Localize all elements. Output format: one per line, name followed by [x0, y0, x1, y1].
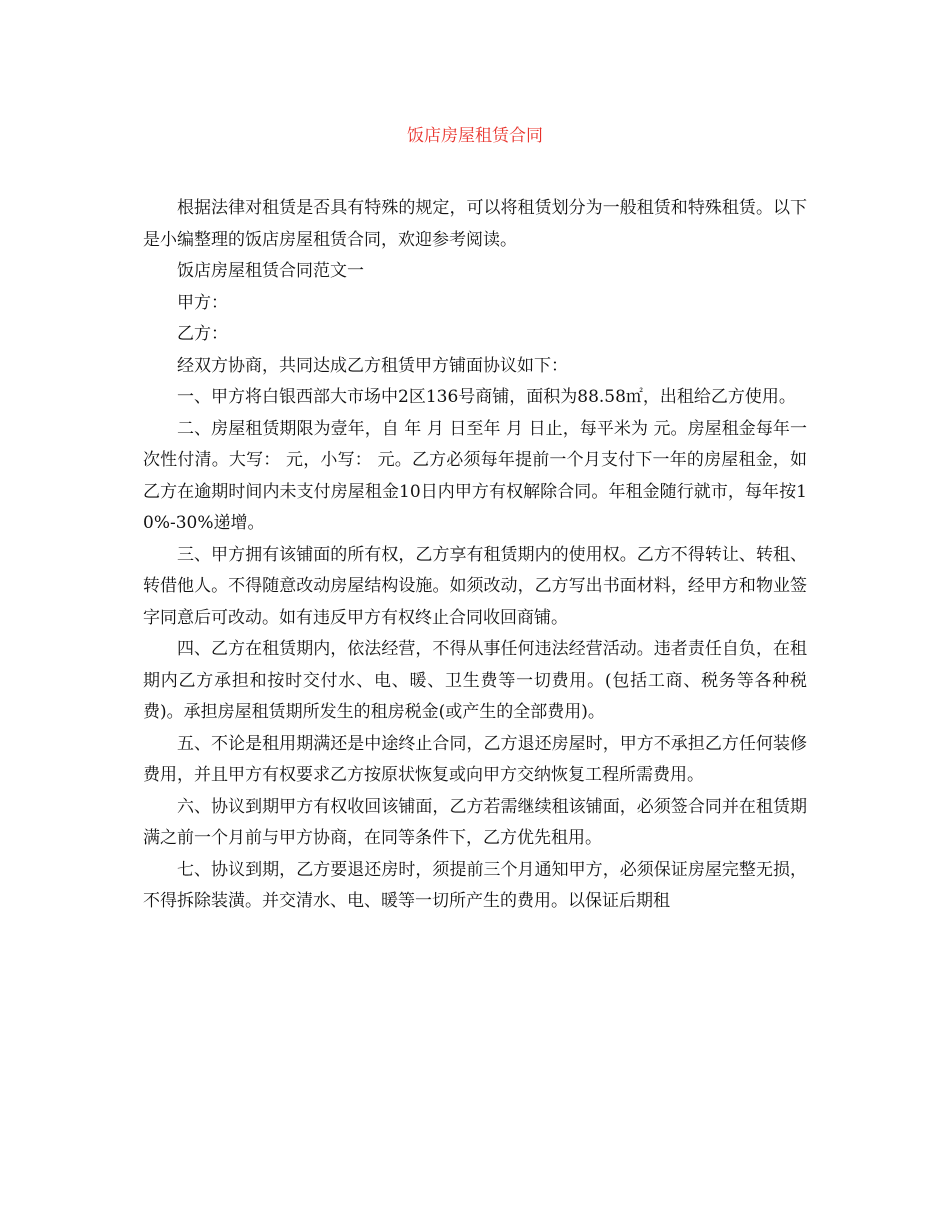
- paragraph-party-b: 乙方：: [177, 324, 228, 344]
- document-body: [143, 193, 807, 918]
- paragraph-party-a: 甲方：: [177, 292, 228, 313]
- paragraph-clause-7: 七、协议到期，乙方要退还房时，须提前三个月通知甲方，必须保证房屋完整无损，不得拆除装潢。并交清水、电、暖等一切所产生的费用。以保证后期租: [143, 859, 807, 911]
- paragraph-clause-3: 三、甲方拥有该铺面的所有权，乙方享有租赁期内的使用权。乙方不得转让、转租、转借他人。不得随意改动房屋结构设施。如须改动，乙方写出书面材料，经甲方和物业签字同意后可改动。如有违反甲方有权终止合同收回商铺。: [143, 544, 807, 628]
- document-title: 饭店房屋租赁合同: [407, 126, 543, 146]
- paragraph-intro: 根据法律对租赁是否具有特殊的规定，可以将租赁划分为一般租赁和特殊租赁。以下是小编整理的饭店房屋租赁合同，欢迎参考阅读。: [143, 198, 807, 250]
- paragraph-clause-2: 二、房屋租赁期限为壹年，自 年 月 日至年 月 日止，每平米为 元。房屋租金每年一次性付清。大写： 元，小写： 元。乙方必须每年提前一个月支付下一年的房屋租金，如乙方在逾期时间内未支付房屋租金10日内甲方有权解除合同。年租金随行就市，每年按10%-30%递增。: [143, 418, 807, 533]
- paragraph-clause-4: 四、乙方在租赁期内，依法经营，不得从事任何违法经营活动。违者责任自负，在租期内乙方承担和按时交付水、电、暖、卫生费等一切费用。(包括工商、税务等各种税费)。承担房屋租赁期所发生的租房税金(或产生的全部费用)。: [143, 639, 807, 722]
- paragraph-clause-6: 六、协议到期甲方有权收回该铺面，乙方若需继续租该铺面，必须签合同并在租赁期满之前一个月前与甲方协商，在同等条件下，乙方优先租用。: [143, 796, 807, 848]
- paragraph-clause-5: 五、不论是租用期满还是中途终止合同，乙方退还房屋时，甲方不承担乙方任何装修费用，并且甲方有权要求乙方按原状恢复或向甲方交纳恢复工程所需费用。: [143, 733, 807, 785]
- paragraph-clause-1: 一、甲方将白银西部大市场中2区136号商铺，面积为88.58㎡，出租给乙方使用。: [177, 387, 796, 407]
- paragraph-agreement-intro: 经双方协商，共同达成乙方租赁甲方铺面协议如下：: [177, 355, 568, 376]
- paragraph-sample-heading: 饭店房屋租赁合同范文一: [177, 261, 364, 281]
